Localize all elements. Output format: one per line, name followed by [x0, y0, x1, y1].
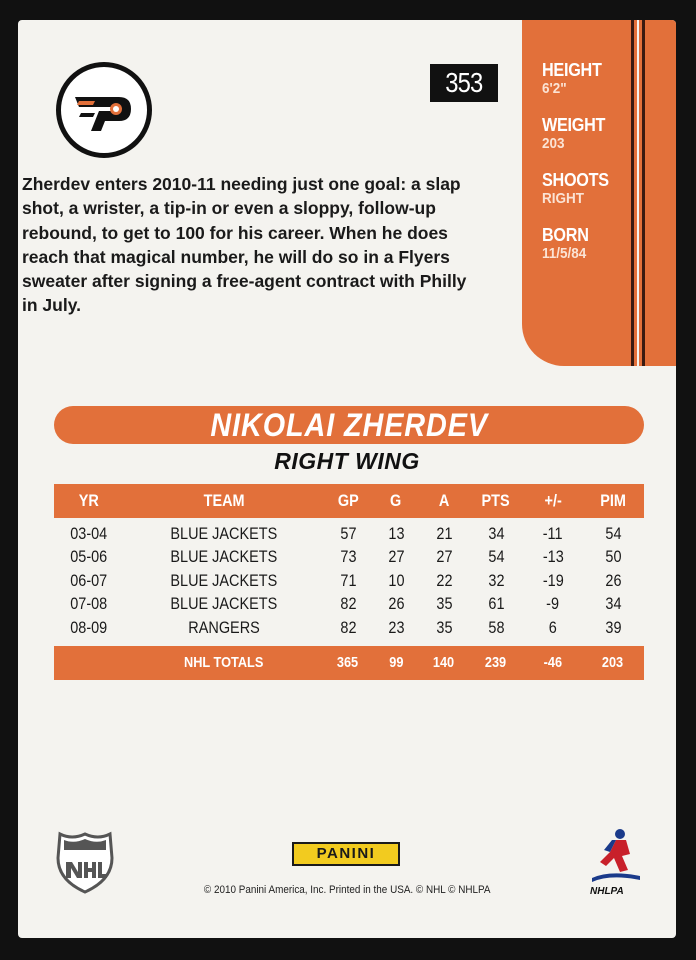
- bio-value: 11/5/84: [542, 245, 587, 262]
- bio-label: WEIGHT: [542, 115, 606, 135]
- col-header: PIM: [582, 484, 644, 518]
- bio-value: RIGHT: [542, 190, 585, 207]
- stats-row: 06-07 BLUE JACKETS 71 10 22 32 -19 26: [70, 570, 622, 590]
- bio-label: BORN: [542, 225, 589, 245]
- stats-table: [54, 484, 644, 680]
- col-header: GP: [324, 484, 372, 518]
- bio-value: 6'2": [542, 80, 567, 97]
- name-banner: [54, 406, 644, 444]
- stats-row: 03-04 BLUE JACKETS 57 13 21 34 -11 54: [70, 523, 622, 543]
- bio-height: [542, 60, 608, 98]
- col-header: G: [372, 484, 420, 518]
- stats-row: 05-06 BLUE JACKETS 73 27 27 54 -13 50: [70, 547, 622, 567]
- bio-text: Zherdev enters 2010-11 needing just one goal: a slap shot, a wrister, a tip-in or even a sloppy, follow-up rebound, to get to 100 for his career. When he does reach that magical number, he will do so in a Flyers sweater after signing a free-agent contract with Philly in July.: [22, 174, 467, 316]
- player-position: RIGHT WING: [274, 448, 420, 474]
- stats-header-row: [54, 484, 644, 518]
- bio-shoots: [542, 170, 616, 208]
- col-header: +/-: [524, 484, 582, 518]
- nhlpa-label: NHLPA: [590, 886, 624, 897]
- flyers-logo-icon: [56, 62, 152, 158]
- player-name: NIKOLAI ZHERDEV: [210, 407, 488, 443]
- card-back: [18, 20, 676, 938]
- col-header: TEAM: [124, 484, 324, 518]
- col-header: PTS: [468, 484, 524, 518]
- copyright-text: © 2010 Panini America, Inc. Printed in the USA. © NHL © NHLPA: [203, 884, 491, 896]
- card-number: 353: [430, 64, 498, 102]
- stats-totals-row: NHL TOTALS 365 99 140 239 -46 203: [54, 646, 644, 680]
- bio-weight: [542, 115, 612, 153]
- col-header: A: [420, 484, 468, 518]
- bio-panel: [522, 20, 676, 366]
- bio-born: [542, 225, 594, 263]
- bio-value: 203: [542, 135, 565, 152]
- col-header: YR: [54, 484, 124, 518]
- stats-row: 07-08 BLUE JACKETS 82 26 35 61 -9 34: [70, 594, 622, 614]
- bio-label: SHOOTS: [542, 170, 609, 190]
- bio-label: HEIGHT: [542, 60, 602, 80]
- panini-logo: PANINI: [292, 842, 400, 866]
- stats-row: 08-09 RANGERS 82 23 35 58 6 39: [70, 617, 622, 637]
